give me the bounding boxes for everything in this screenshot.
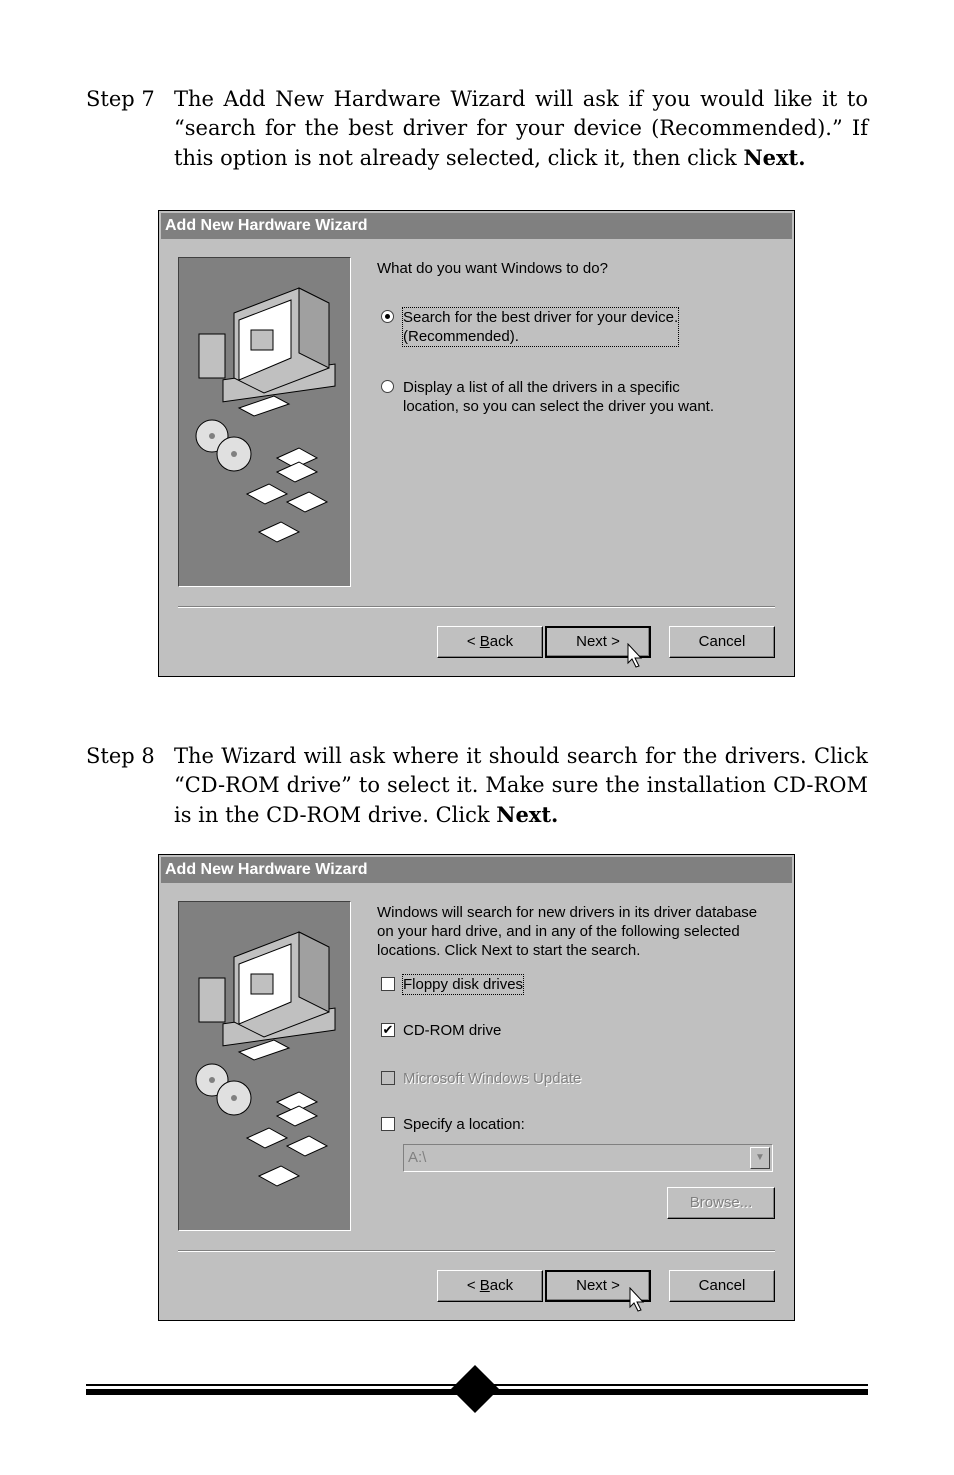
step-8 bbox=[86, 742, 868, 832]
option-label: Microsoft Windows Update bbox=[403, 1070, 582, 1087]
location-combo bbox=[403, 1144, 773, 1172]
footer-diamond-icon bbox=[451, 1365, 499, 1413]
check-floppy-disk-drives[interactable] bbox=[381, 975, 761, 995]
computer-discs-icon bbox=[179, 258, 350, 586]
option-label: Specify a location: bbox=[403, 1116, 525, 1133]
step-7 bbox=[86, 85, 868, 175]
checkbox-icon[interactable] bbox=[381, 977, 395, 991]
computer-discs-icon bbox=[179, 902, 350, 1230]
option-label: Display a list of all the drivers in a specific location, so you can select the driver you want. bbox=[403, 379, 715, 415]
dialog-prompt: Windows will search for new drivers in its driver database on your hard drive, and in any of the following selected locations. Click Next to start the search. bbox=[377, 904, 758, 959]
cancel-button[interactable]: Cancel bbox=[669, 1270, 775, 1302]
step-text: The Wizard will ask where it should search for the drivers. Click “CD-ROM drive” to select it. Make sure the installation CD-ROM is in the CD-ROM drive. Click Next. bbox=[174, 744, 868, 827]
step-label: Step 8 bbox=[86, 744, 155, 768]
browse-button: Browse... bbox=[667, 1187, 775, 1219]
radio-unselected-icon[interactable] bbox=[381, 380, 394, 393]
checkbox-disabled-icon bbox=[381, 1071, 395, 1085]
step-text: The Add New Hardware Wizard will ask if you would like it to “search for the best driver for your device (Recommended).” If this option is not already selected, click it, then click Next. bbox=[174, 87, 868, 170]
next-button[interactable]: Next > bbox=[545, 1270, 651, 1302]
dialog-prompt: What do you want Windows to do? bbox=[377, 260, 608, 277]
wizard-dialog-search bbox=[158, 210, 795, 677]
option-search-best-driver[interactable] bbox=[381, 308, 761, 348]
check-cd-rom-drive[interactable] bbox=[381, 1021, 761, 1041]
mouse-pointer-icon bbox=[627, 643, 643, 669]
checkbox-checked-icon[interactable]: ✔ bbox=[382, 1022, 394, 1037]
dialog-title: Add New Hardware Wizard bbox=[161, 213, 792, 239]
check-windows-update bbox=[381, 1069, 761, 1089]
back-button[interactable]: < Back bbox=[437, 626, 543, 658]
step-label: Step 7 bbox=[86, 87, 155, 111]
cancel-button[interactable]: Cancel bbox=[669, 626, 775, 658]
dialog-separator bbox=[178, 1250, 775, 1252]
next-button[interactable]: Next > bbox=[545, 626, 651, 658]
dropdown-arrow-icon: ▼ bbox=[750, 1147, 770, 1169]
option-label: Floppy disk drives bbox=[403, 976, 524, 993]
dialog-separator bbox=[178, 606, 775, 608]
wizard-illustration bbox=[178, 901, 351, 1231]
option-display-driver-list[interactable] bbox=[381, 378, 761, 418]
location-value: A:\ bbox=[408, 1149, 427, 1166]
option-label: CD-ROM drive bbox=[403, 1022, 502, 1039]
dialog-title: Add New Hardware Wizard bbox=[161, 857, 792, 883]
mouse-pointer-icon bbox=[629, 1287, 645, 1313]
checkbox-icon[interactable] bbox=[381, 1117, 395, 1131]
radio-selected-icon[interactable] bbox=[381, 310, 394, 323]
option-label: Search for the best driver for your device. (Recommended). bbox=[403, 309, 679, 345]
wizard-dialog-locations bbox=[158, 854, 795, 1321]
wizard-illustration bbox=[178, 257, 351, 587]
back-button[interactable]: < Back bbox=[437, 1270, 543, 1302]
check-specify-location[interactable] bbox=[381, 1115, 761, 1135]
